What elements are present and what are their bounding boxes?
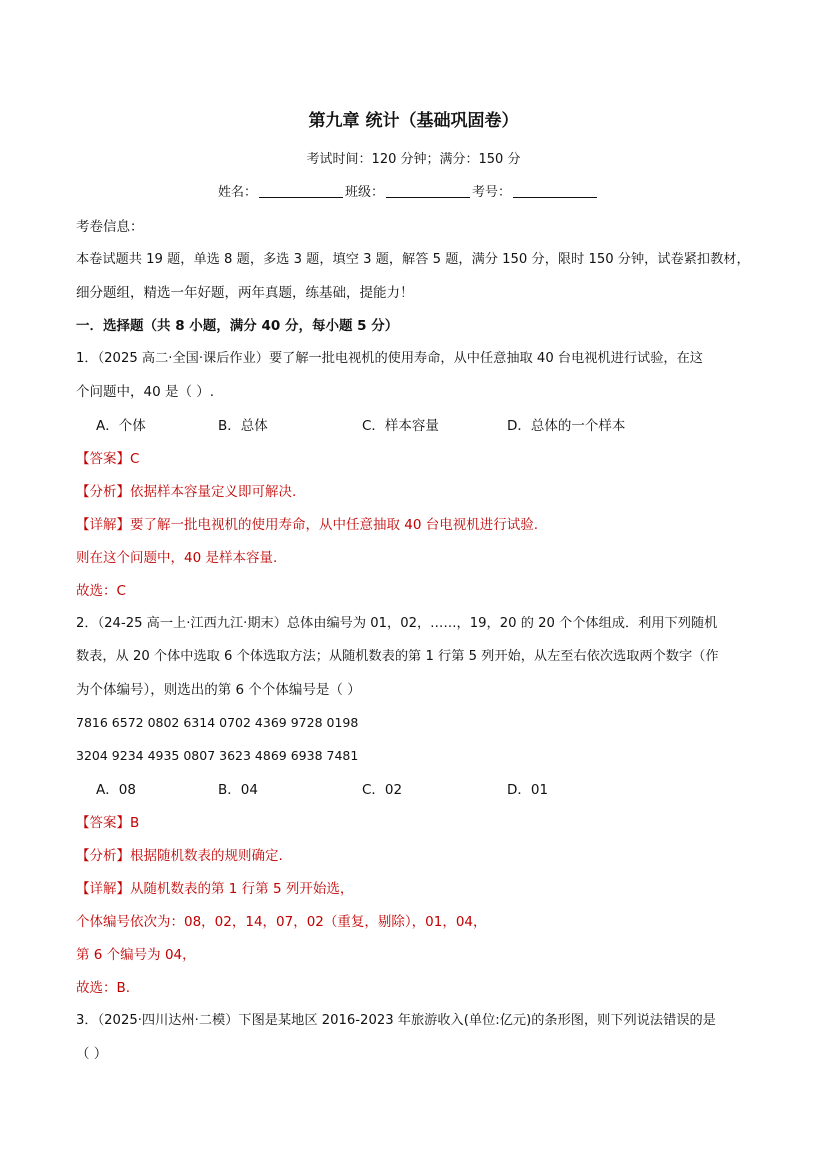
- random-table-row-1: 7816 6572 0802 6314 0702 4369 9728 0198: [76, 715, 359, 730]
- option-a: A．08: [96, 782, 136, 798]
- option-a: A．个体: [96, 418, 146, 434]
- question-3-line-2: （ ）: [76, 1046, 108, 1062]
- question-1-line-1: 1．（2025 高二·全国·课后作业）要了解一批电视机的使用寿命，从中任意抽取 40 台电视机进行试验，在这: [76, 351, 703, 366]
- question-1-analysis: 【分析】依据样本容量定义即可解决.: [76, 484, 297, 500]
- question-2-detail-2: 个体编号依次为：08，02，14，07，02（重复，剔除），01，04，: [76, 914, 487, 930]
- question-1-detail-1: 【详解】要了解一批电视机的使用寿命，从中任意抽取 40 台电视机进行试验.: [76, 517, 539, 533]
- question-1-choice: 故选：C: [76, 583, 126, 599]
- option-b: B．04: [218, 782, 258, 798]
- question-2-answer: 【答案】B: [76, 815, 140, 831]
- option-c: C．02: [362, 782, 403, 798]
- question-2-choice: 故选：B.: [76, 980, 131, 996]
- question-1-detail-2: 则在这个问题中，40 是样本容量.: [76, 550, 278, 566]
- class-label: 班级：: [345, 185, 385, 200]
- student-info-row: [218, 183, 599, 203]
- intro-line-2: 细分题组，精选一年好题，两年真题，练基础，提能力！: [76, 285, 414, 301]
- number-label: 考号：: [472, 185, 512, 200]
- option-c: C．样本容量: [362, 418, 439, 434]
- name-blank: [259, 183, 343, 198]
- exam-info: 考试时间：120 分钟；满分：150 分: [306, 152, 521, 167]
- question-2-line-2: 数表，从 20 个体中选取 6 个体选取方法；从随机数表的第 1 行第 5 列开始，从左至右依次选取两个数字（作: [76, 649, 719, 664]
- question-2-detail-3: 第 6 个编号为 04，: [76, 947, 196, 963]
- page-title: 第九章 统计（基础巩固卷）: [308, 111, 519, 131]
- section-title: 一．选择题（共 8 小题，满分 40 分，每小题 5 分）: [76, 318, 399, 334]
- question-2-detail-1: 【详解】从随机数表的第 1 行第 5 列开始选，: [76, 881, 354, 897]
- question-1-answer: 【答案】C: [76, 451, 140, 467]
- option-b: B．总体: [218, 418, 268, 434]
- number-blank: [513, 183, 597, 198]
- question-2-analysis: 【分析】根据随机数表的规则确定.: [76, 848, 283, 864]
- option-d: D．01: [507, 782, 549, 798]
- option-d: D．总体的一个样本: [507, 418, 626, 434]
- name-label: 姓名：: [218, 185, 258, 200]
- question-1-line-2: 个问题中，40 是（ ）.: [76, 384, 215, 400]
- class-blank: [386, 183, 470, 198]
- intro-line-1: 本卷试题共 19 题，单选 8 题，多选 3 题，填空 3 题，解答 5 题，满分 150 分，限时 150 分钟，试卷紧扣教材，: [76, 252, 750, 267]
- random-table-row-2: 3204 9234 4935 0807 3623 4869 6938 7481: [76, 748, 359, 763]
- question-2-line-1: 2．（24-25 高一上·江西九江·期末）总体由编号为 01，02，……，19，20 的 20 个个体组成．利用下列随机: [76, 616, 718, 631]
- question-2-line-3: 为个体编号），则选出的第 6 个个体编号是（ ）: [76, 682, 361, 698]
- question-3-line-1: 3．（2025·四川达州·二模）下图是某地区 2016-2023 年旅游收入(单位:亿元)的条形图，则下列说法错误的是: [76, 1013, 716, 1028]
- intro-heading: 考卷信息：: [76, 219, 144, 235]
